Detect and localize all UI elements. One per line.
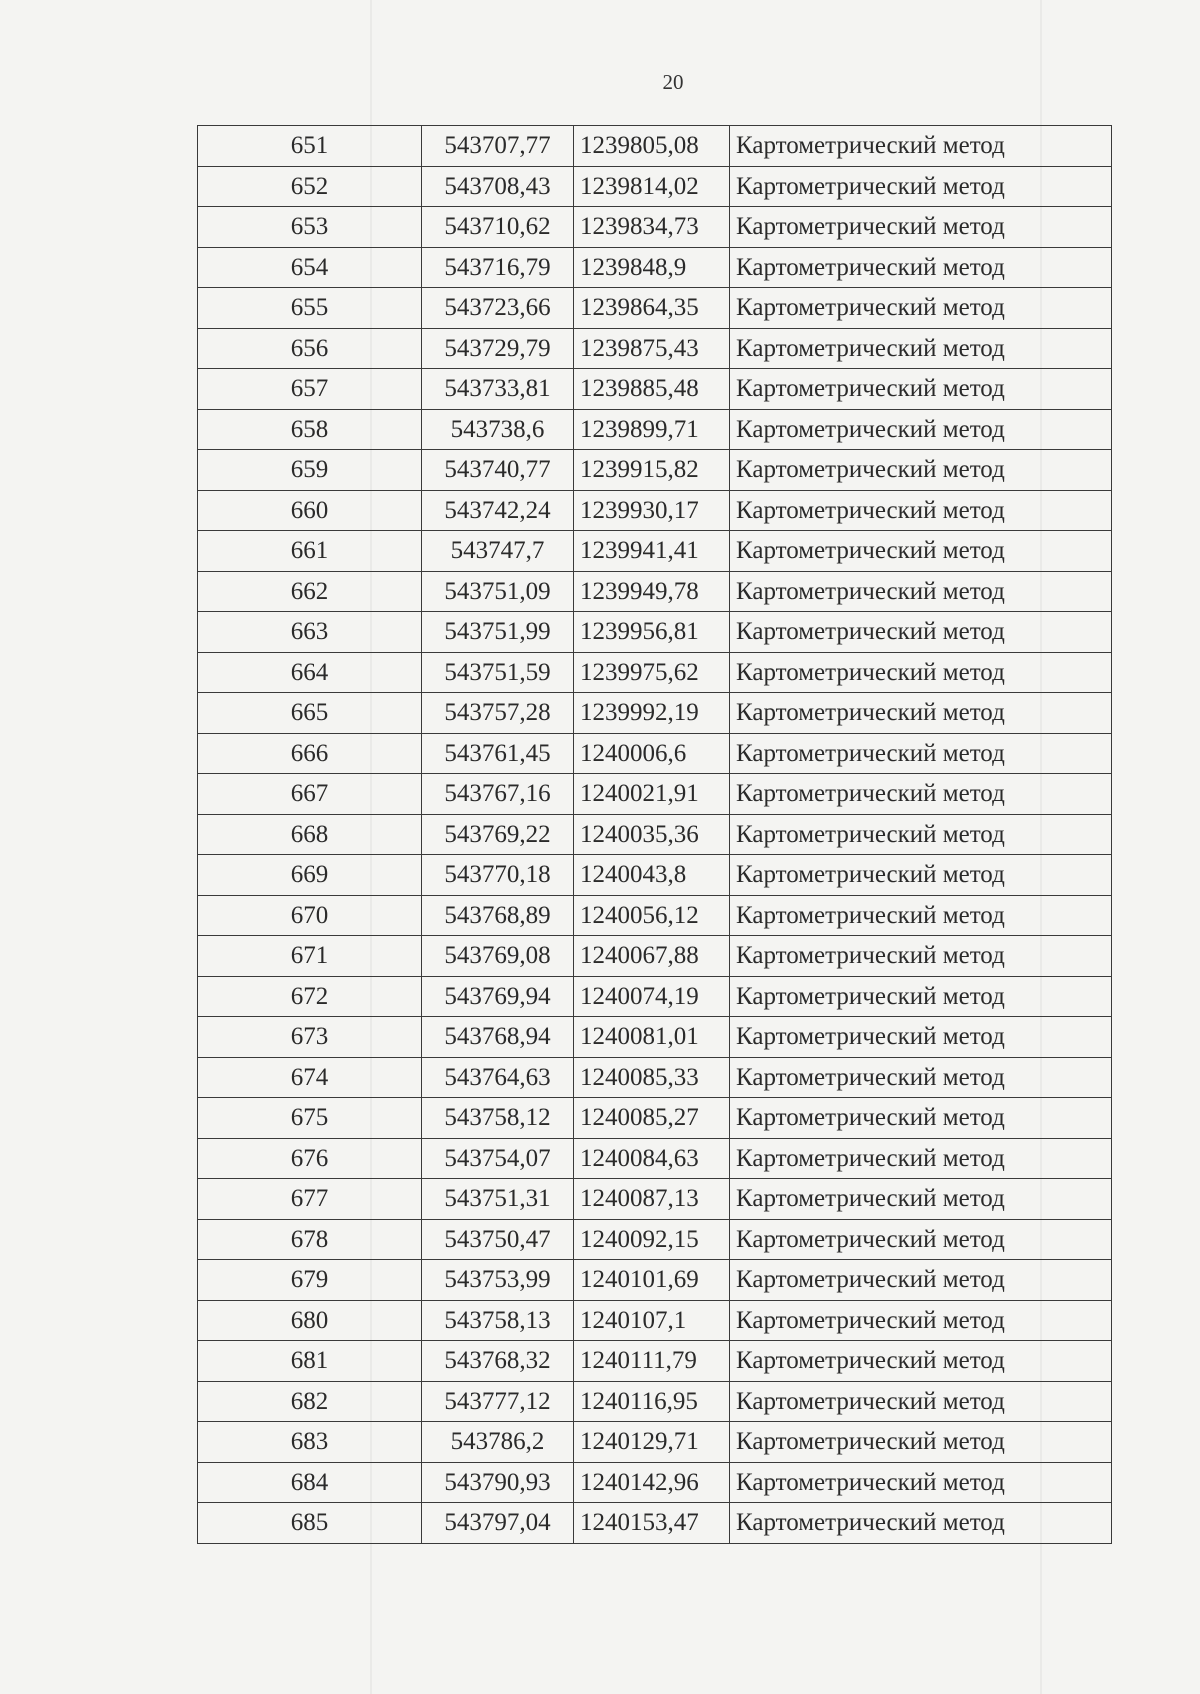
y-coordinate-cell: 1240111,79 [574, 1341, 730, 1382]
method-cell: Картометрический метод [730, 1098, 1112, 1139]
x-coordinate-cell: 543754,07 [422, 1138, 574, 1179]
x-coordinate-cell: 543786,2 [422, 1422, 574, 1463]
method-cell: Картометрический метод [730, 895, 1112, 936]
method-cell: Картометрический метод [730, 247, 1112, 288]
point-number-cell: 661 [198, 531, 422, 572]
x-coordinate-cell: 543751,59 [422, 652, 574, 693]
table-row [198, 288, 1112, 329]
y-coordinate-cell: 1240074,19 [574, 976, 730, 1017]
x-coordinate-cell: 543757,28 [422, 693, 574, 734]
method-cell: Картометрический метод [730, 207, 1112, 248]
table-row [198, 1462, 1112, 1503]
y-coordinate-cell: 1239848,9 [574, 247, 730, 288]
x-coordinate-cell: 543764,63 [422, 1057, 574, 1098]
y-coordinate-cell: 1240084,63 [574, 1138, 730, 1179]
method-cell: Картометрический метод [730, 571, 1112, 612]
table-row [198, 490, 1112, 531]
table-row [198, 1341, 1112, 1382]
x-coordinate-cell: 543768,94 [422, 1017, 574, 1058]
y-coordinate-cell: 1239805,08 [574, 126, 730, 167]
y-coordinate-cell: 1239899,71 [574, 409, 730, 450]
y-coordinate-cell: 1240067,88 [574, 936, 730, 977]
y-coordinate-cell: 1239834,73 [574, 207, 730, 248]
method-cell: Картометрический метод [730, 531, 1112, 572]
method-cell: Картометрический метод [730, 1057, 1112, 1098]
y-coordinate-cell: 1239930,17 [574, 490, 730, 531]
y-coordinate-cell: 1240129,71 [574, 1422, 730, 1463]
table-row [198, 733, 1112, 774]
point-number-cell: 676 [198, 1138, 422, 1179]
y-coordinate-cell: 1240092,15 [574, 1219, 730, 1260]
page-number: 20 [662, 70, 684, 94]
point-number-cell: 663 [198, 612, 422, 653]
y-coordinate-cell: 1240006,6 [574, 733, 730, 774]
y-coordinate-cell: 1239975,62 [574, 652, 730, 693]
table-row [198, 1179, 1112, 1220]
method-cell: Картометрический метод [730, 1300, 1112, 1341]
x-coordinate-cell: 543710,62 [422, 207, 574, 248]
y-coordinate-cell: 1240056,12 [574, 895, 730, 936]
method-cell: Картометрический метод [730, 1381, 1112, 1422]
y-coordinate-cell: 1239915,82 [574, 450, 730, 491]
point-number-cell: 679 [198, 1260, 422, 1301]
table-row [198, 1260, 1112, 1301]
x-coordinate-cell: 543750,47 [422, 1219, 574, 1260]
x-coordinate-cell: 543716,79 [422, 247, 574, 288]
method-cell: Картометрический метод [730, 1462, 1112, 1503]
table-row [198, 1422, 1112, 1463]
point-number-cell: 652 [198, 166, 422, 207]
point-number-cell: 654 [198, 247, 422, 288]
point-number-cell: 674 [198, 1057, 422, 1098]
method-cell: Картометрический метод [730, 369, 1112, 410]
coordinates-table [197, 125, 1112, 1544]
point-number-cell: 657 [198, 369, 422, 410]
x-coordinate-cell: 543769,08 [422, 936, 574, 977]
x-coordinate-cell: 543707,77 [422, 126, 574, 167]
method-cell: Картометрический метод [730, 1422, 1112, 1463]
point-number-cell: 668 [198, 814, 422, 855]
x-coordinate-cell: 543790,93 [422, 1462, 574, 1503]
table-row [198, 450, 1112, 491]
method-cell: Картометрический метод [730, 1179, 1112, 1220]
point-number-cell: 666 [198, 733, 422, 774]
table-row [198, 1300, 1112, 1341]
y-coordinate-cell: 1240142,96 [574, 1462, 730, 1503]
x-coordinate-cell: 543769,22 [422, 814, 574, 855]
x-coordinate-cell: 543753,99 [422, 1260, 574, 1301]
x-coordinate-cell: 543742,24 [422, 490, 574, 531]
table-row [198, 652, 1112, 693]
table-row [198, 1098, 1112, 1139]
x-coordinate-cell: 543797,04 [422, 1503, 574, 1544]
y-coordinate-cell: 1240087,13 [574, 1179, 730, 1220]
point-number-cell: 678 [198, 1219, 422, 1260]
y-coordinate-cell: 1239949,78 [574, 571, 730, 612]
method-cell: Картометрический метод [730, 814, 1112, 855]
x-coordinate-cell: 543751,31 [422, 1179, 574, 1220]
method-cell: Картометрический метод [730, 409, 1112, 450]
point-number-cell: 677 [198, 1179, 422, 1220]
table-row [198, 1381, 1112, 1422]
point-number-cell: 681 [198, 1341, 422, 1382]
table-row [198, 693, 1112, 734]
x-coordinate-cell: 543758,13 [422, 1300, 574, 1341]
x-coordinate-cell: 543761,45 [422, 733, 574, 774]
point-number-cell: 685 [198, 1503, 422, 1544]
table-row [198, 936, 1112, 977]
point-number-cell: 665 [198, 693, 422, 734]
method-cell: Картометрический метод [730, 855, 1112, 896]
y-coordinate-cell: 1239885,48 [574, 369, 730, 410]
method-cell: Картометрический метод [730, 166, 1112, 207]
method-cell: Картометрический метод [730, 1017, 1112, 1058]
method-cell: Картометрический метод [730, 288, 1112, 329]
x-coordinate-cell: 543723,66 [422, 288, 574, 329]
method-cell: Картометрический метод [730, 693, 1112, 734]
point-number-cell: 662 [198, 571, 422, 612]
method-cell: Картометрический метод [730, 1219, 1112, 1260]
table-row [198, 1503, 1112, 1544]
table-row [198, 612, 1112, 653]
table-row [198, 409, 1112, 450]
y-coordinate-cell: 1240085,33 [574, 1057, 730, 1098]
point-number-cell: 671 [198, 936, 422, 977]
table-row [198, 1057, 1112, 1098]
point-number-cell: 680 [198, 1300, 422, 1341]
point-number-cell: 655 [198, 288, 422, 329]
point-number-cell: 653 [198, 207, 422, 248]
table-row [198, 247, 1112, 288]
point-number-cell: 660 [198, 490, 422, 531]
x-coordinate-cell: 543767,16 [422, 774, 574, 815]
point-number-cell: 684 [198, 1462, 422, 1503]
table-row [198, 328, 1112, 369]
method-cell: Картометрический метод [730, 936, 1112, 977]
x-coordinate-cell: 543768,32 [422, 1341, 574, 1382]
point-number-cell: 669 [198, 855, 422, 896]
table-row [198, 855, 1112, 896]
y-coordinate-cell: 1240116,95 [574, 1381, 730, 1422]
table-row [198, 1017, 1112, 1058]
method-cell: Картометрический метод [730, 1503, 1112, 1544]
y-coordinate-cell: 1239956,81 [574, 612, 730, 653]
x-coordinate-cell: 543770,18 [422, 855, 574, 896]
y-coordinate-cell: 1239864,35 [574, 288, 730, 329]
table-row [198, 1219, 1112, 1260]
x-coordinate-cell: 543769,94 [422, 976, 574, 1017]
x-coordinate-cell: 543729,79 [422, 328, 574, 369]
method-cell: Картометрический метод [730, 490, 1112, 531]
table-row [198, 1138, 1112, 1179]
table-row [198, 369, 1112, 410]
table-row [198, 976, 1112, 1017]
point-number-cell: 664 [198, 652, 422, 693]
y-coordinate-cell: 1240021,91 [574, 774, 730, 815]
table-row [198, 207, 1112, 248]
point-number-cell: 667 [198, 774, 422, 815]
point-number-cell: 683 [198, 1422, 422, 1463]
point-number-cell: 651 [198, 126, 422, 167]
y-coordinate-cell: 1240081,01 [574, 1017, 730, 1058]
method-cell: Картометрический метод [730, 652, 1112, 693]
table-row [198, 126, 1112, 167]
point-number-cell: 670 [198, 895, 422, 936]
method-cell: Картометрический метод [730, 976, 1112, 1017]
point-number-cell: 673 [198, 1017, 422, 1058]
y-coordinate-cell: 1240035,36 [574, 814, 730, 855]
method-cell: Картометрический метод [730, 612, 1112, 653]
table-row [198, 895, 1112, 936]
table-row [198, 166, 1112, 207]
method-cell: Картометрический метод [730, 328, 1112, 369]
table-row [198, 814, 1112, 855]
x-coordinate-cell: 543740,77 [422, 450, 574, 491]
y-coordinate-cell: 1239814,02 [574, 166, 730, 207]
point-number-cell: 658 [198, 409, 422, 450]
y-coordinate-cell: 1240085,27 [574, 1098, 730, 1139]
x-coordinate-cell: 543751,09 [422, 571, 574, 612]
coordinates-table-body [198, 126, 1112, 1544]
y-coordinate-cell: 1240101,69 [574, 1260, 730, 1301]
x-coordinate-cell: 543733,81 [422, 369, 574, 410]
x-coordinate-cell: 543758,12 [422, 1098, 574, 1139]
x-coordinate-cell: 543738,6 [422, 409, 574, 450]
table-row [198, 571, 1112, 612]
method-cell: Картометрический метод [730, 1138, 1112, 1179]
method-cell: Картометрический метод [730, 1260, 1112, 1301]
method-cell: Картометрический метод [730, 450, 1112, 491]
y-coordinate-cell: 1239941,41 [574, 531, 730, 572]
y-coordinate-cell: 1240153,47 [574, 1503, 730, 1544]
y-coordinate-cell: 1239992,19 [574, 693, 730, 734]
method-cell: Картометрический метод [730, 1341, 1112, 1382]
x-coordinate-cell: 543747,7 [422, 531, 574, 572]
table-row [198, 774, 1112, 815]
point-number-cell: 656 [198, 328, 422, 369]
method-cell: Картометрический метод [730, 733, 1112, 774]
point-number-cell: 682 [198, 1381, 422, 1422]
point-number-cell: 659 [198, 450, 422, 491]
x-coordinate-cell: 543751,99 [422, 612, 574, 653]
method-cell: Картометрический метод [730, 774, 1112, 815]
point-number-cell: 672 [198, 976, 422, 1017]
point-number-cell: 675 [198, 1098, 422, 1139]
x-coordinate-cell: 543708,43 [422, 166, 574, 207]
y-coordinate-cell: 1239875,43 [574, 328, 730, 369]
table-row [198, 531, 1112, 572]
y-coordinate-cell: 1240043,8 [574, 855, 730, 896]
x-coordinate-cell: 543768,89 [422, 895, 574, 936]
x-coordinate-cell: 543777,12 [422, 1381, 574, 1422]
method-cell: Картометрический метод [730, 126, 1112, 167]
y-coordinate-cell: 1240107,1 [574, 1300, 730, 1341]
